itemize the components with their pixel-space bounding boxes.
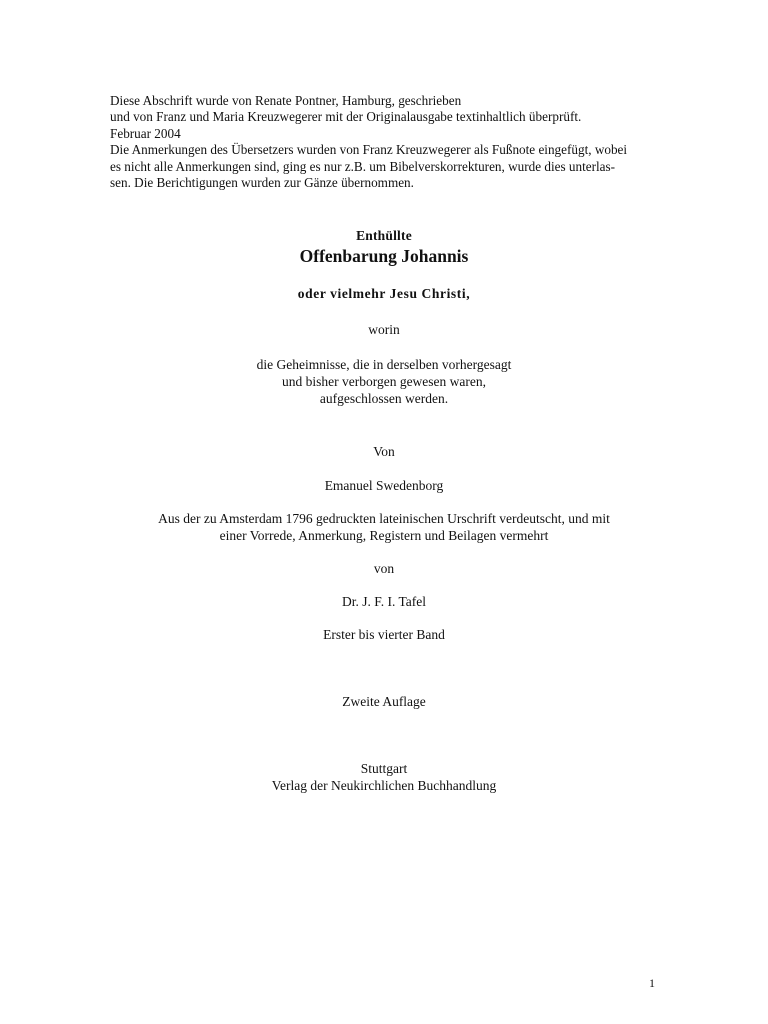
translation-note <box>0 510 768 544</box>
edition-text: Zweite Auflage <box>342 694 426 709</box>
note-line: Diese Abschrift wurde von Renate Pontner, Hamburg, geschrieben <box>110 93 462 108</box>
page-number: 1 <box>649 976 655 990</box>
note-line: es nicht alle Anmerkungen sind, ging es nur z.B. um Bibelverskorrekturen, wurde dies unterlas- <box>110 158 616 174</box>
von-text-lower: von <box>373 561 395 576</box>
volumes-text: Erster bis vierter Band <box>323 627 445 642</box>
publisher-city: Stuttgart <box>360 761 408 776</box>
page-title: Offenbarung Johannis <box>299 246 469 266</box>
description-line: die Geheimnisse, die in derselben vorhergesagt <box>256 357 512 372</box>
von-text: Von <box>373 444 395 459</box>
description-line: aufgeschlossen werden. <box>319 391 449 406</box>
description <box>0 356 768 407</box>
title-prefix: Enthüllte <box>356 228 412 243</box>
author-name: Emanuel Swedenborg <box>324 478 444 493</box>
translator-name: Dr. J. F. I. Tafel <box>342 594 426 609</box>
publisher-name: Verlag der Neukirchlichen Buchhandlung <box>271 778 497 793</box>
worin-text: worin <box>368 322 400 337</box>
note-line: Februar 2004 <box>110 125 181 141</box>
subtitle: oder vielmehr Jesu Christi, <box>297 286 471 301</box>
note-line: sen. Die Berichtigungen wurden zur Gänze übernommen. <box>110 175 414 191</box>
transcription-note <box>110 93 670 191</box>
translation-line: Aus der zu Amsterdam 1796 gedruckten lateinischen Urschrift verdeutscht, und mit <box>158 511 610 526</box>
translation-line: einer Vorrede, Anmerkung, Registern und Beilagen vermehrt <box>219 528 549 543</box>
note-line: Die Anmerkungen des Übersetzers wurden von Franz Kreuzwegerer als Fußnote eingefügt, wobei <box>110 142 628 158</box>
publisher <box>0 760 768 794</box>
description-line: und bisher verborgen gewesen waren, <box>281 374 487 389</box>
note-line: und von Franz und Maria Kreuzwegerer mit der Originalausgabe textinhaltlich überprüft. <box>110 109 582 125</box>
